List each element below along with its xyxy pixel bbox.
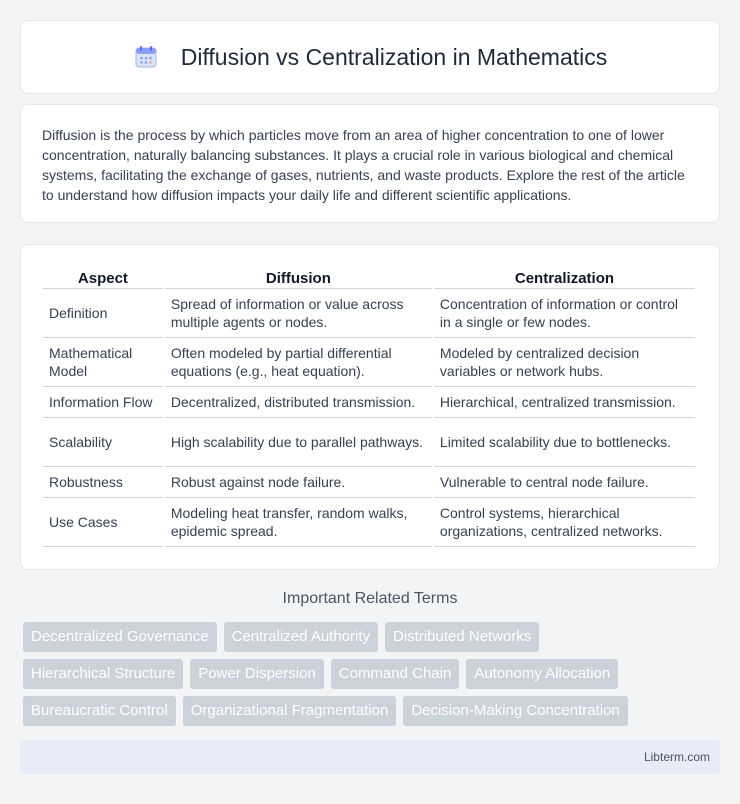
- intro-card: [20, 104, 720, 223]
- related-terms-title: Important Related Terms: [282, 590, 458, 607]
- tag-autonomy-allocation[interactable]: Autonomy Allocation: [466, 659, 618, 689]
- comparison-table-card: [20, 244, 720, 570]
- footer: [20, 740, 720, 774]
- table-row: [43, 498, 695, 547]
- cell-centralization: Control systems, hierarchical organizations, centralized networks.: [434, 498, 695, 547]
- cell-diffusion: Modeling heat transfer, random walks, epidemic spread.: [165, 498, 432, 547]
- tag-distributed-networks[interactable]: Distributed Networks: [385, 622, 539, 652]
- comparison-table: [41, 265, 697, 547]
- header-card: [20, 20, 720, 94]
- footer-site-link[interactable]: Libterm.com: [643, 750, 710, 764]
- tag-decentralized-governance[interactable]: Decentralized Governance: [23, 622, 217, 652]
- tag-command-chain[interactable]: Command Chain: [331, 659, 460, 689]
- cell-aspect: Mathematical Model: [43, 338, 163, 387]
- tag-row: [23, 659, 723, 689]
- cell-aspect: Scalability: [43, 418, 163, 467]
- cell-aspect: Definition: [43, 289, 163, 338]
- tag-power-dispersion[interactable]: Power Dispersion: [190, 659, 324, 689]
- cell-aspect: Robustness: [43, 467, 163, 498]
- tag-row: [23, 622, 723, 652]
- tag-row: [23, 696, 723, 726]
- cell-centralization: Modeled by centralized decision variables or network hubs.: [434, 338, 695, 387]
- tag-organizational-fragmentation[interactable]: Organizational Fragmentation: [183, 696, 397, 726]
- cell-centralization: Hierarchical, centralized transmission.: [434, 387, 695, 418]
- cell-aspect: Use Cases: [43, 498, 163, 547]
- cell-centralization: Limited scalability due to bottlenecks.: [434, 418, 695, 467]
- cell-aspect: Information Flow: [43, 387, 163, 418]
- related-terms: [23, 622, 723, 733]
- header-centralization: Centralization: [434, 265, 695, 289]
- cell-diffusion: Spread of information or value across multiple agents or nodes.: [165, 289, 432, 338]
- cell-diffusion: Decentralized, distributed transmission.: [165, 387, 432, 418]
- tag-centralized-authority[interactable]: Centralized Authority: [224, 622, 378, 652]
- tag-bureaucratic-control[interactable]: Bureaucratic Control: [23, 696, 176, 726]
- cell-diffusion: Robust against node failure.: [165, 467, 432, 498]
- table-row: [43, 387, 695, 418]
- tag-hierarchical-structure[interactable]: Hierarchical Structure: [23, 659, 183, 689]
- intro-paragraph: Diffusion is the process by which particles move from an area of higher concentration to one of lower concentration, naturally balancing substances. It plays a crucial role in various biological and chemical systems, facilitating the exchange of gases, nutrients, and waste products. Explore the rest of the article to understand how diffusion impacts your daily life and different scientific applications.: [42, 127, 685, 203]
- header-diffusion: Diffusion: [165, 265, 432, 289]
- table-row: [43, 418, 695, 467]
- table-row: [43, 467, 695, 498]
- header-aspect: Aspect: [43, 265, 163, 289]
- table-header-row: [43, 265, 695, 289]
- cell-diffusion: Often modeled by partial differential equations (e.g., heat equation).: [165, 338, 432, 387]
- table-row: [43, 338, 695, 387]
- calendar-icon: [133, 44, 159, 70]
- table-row: [43, 289, 695, 338]
- cell-centralization: Concentration of information or control in a single or few nodes.: [434, 289, 695, 338]
- page-title: Diffusion vs Centralization in Mathematics: [180, 43, 608, 70]
- cell-diffusion: High scalability due to parallel pathways.: [165, 418, 432, 467]
- tag-decision-making-concentration[interactable]: Decision-Making Concentration: [403, 696, 627, 726]
- cell-centralization: Vulnerable to central node failure.: [434, 467, 695, 498]
